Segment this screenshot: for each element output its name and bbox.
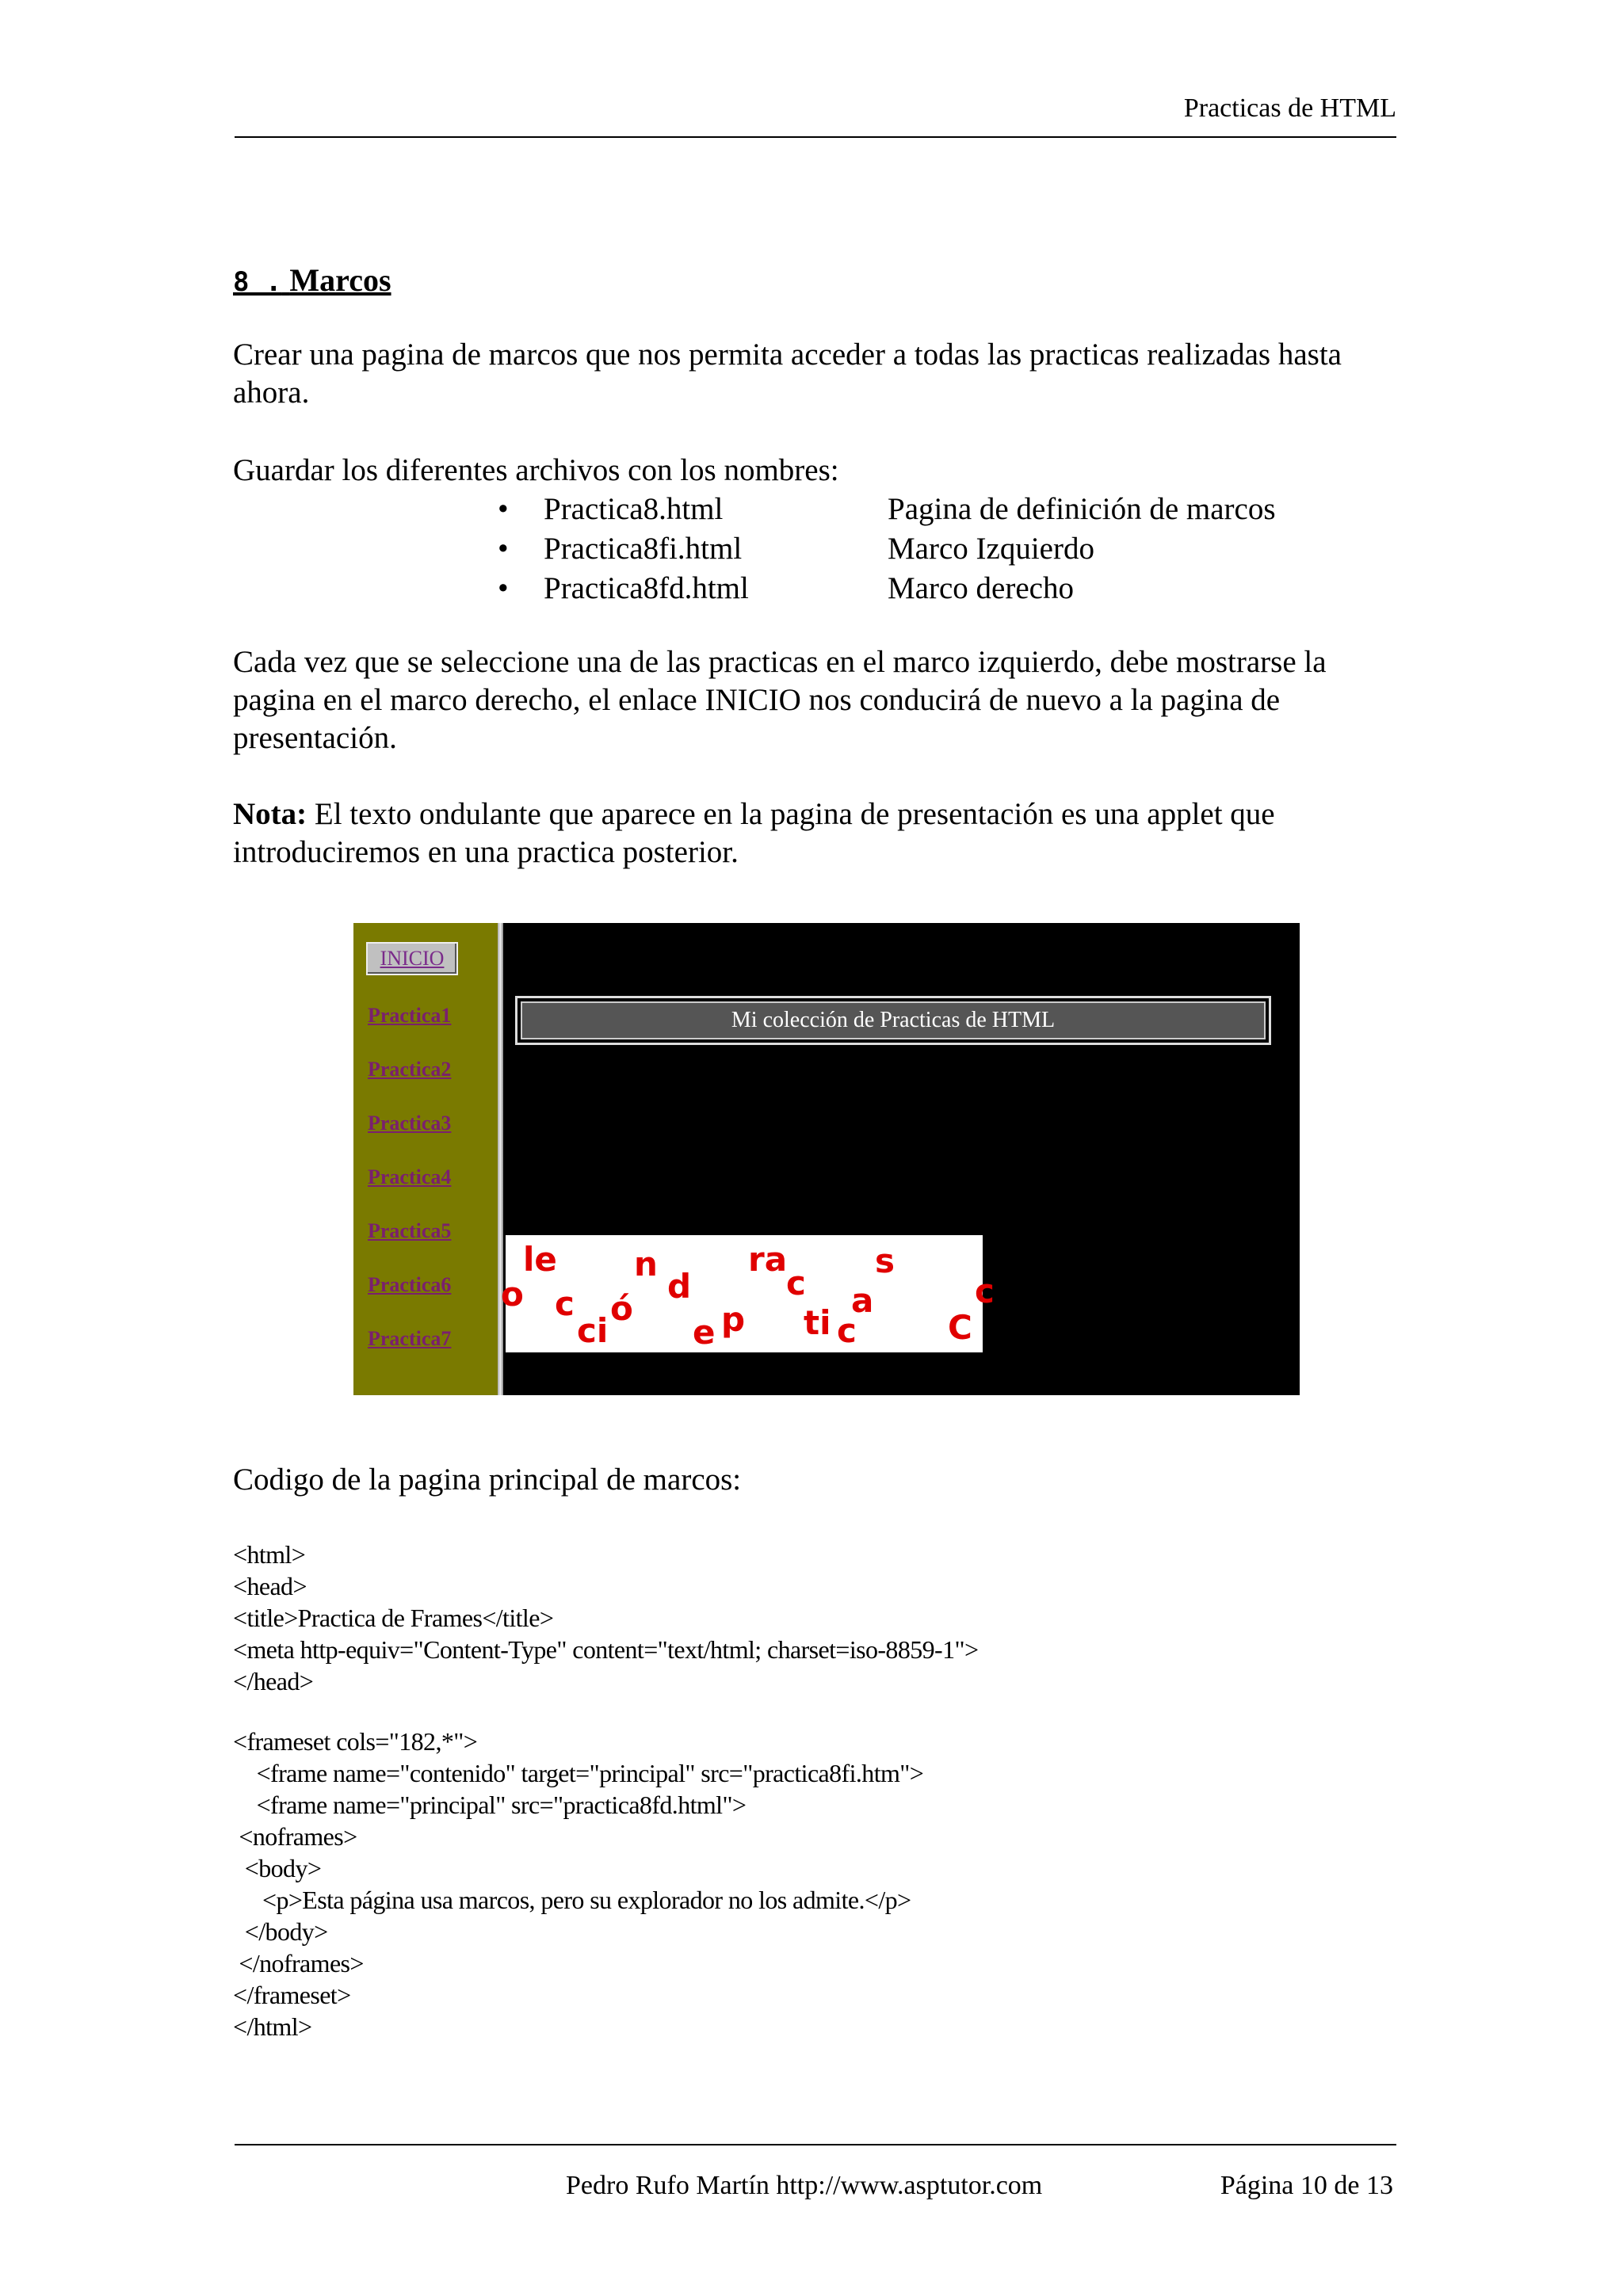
code-line: <frame name="contenido" target="principal" src="practica8fi.htm"> <box>233 1759 924 1787</box>
left-frame <box>353 923 498 1395</box>
file-name: Practica8fd.html <box>544 571 749 605</box>
wave-letter: c <box>555 1284 575 1323</box>
title-banner <box>515 996 1271 1045</box>
code-line: <title>Practica de Frames</title> <box>233 1604 554 1632</box>
practica-link[interactable]: Practica5 <box>368 1219 452 1242</box>
bullet: • <box>498 532 509 566</box>
wave-letter: d <box>667 1267 692 1306</box>
frame-divider <box>498 923 503 1395</box>
frames-screenshot <box>353 923 1300 1395</box>
file-desc: Marco Izquierdo <box>888 532 1094 566</box>
wave-letter: ci <box>577 1311 609 1350</box>
practica-link[interactable]: Practica7 <box>368 1327 452 1350</box>
intro-paragraph: Crear una pagina de marcos que nos permita acceder a todas las practicas realizadas hasta ahora. <box>233 338 1342 410</box>
code-line: </head> <box>233 1667 314 1695</box>
wave-letter: c <box>837 1311 857 1350</box>
wave-letter: c <box>975 1272 995 1310</box>
section-title-text: Marcos <box>289 262 391 298</box>
code-line: <body> <box>233 1854 322 1882</box>
code-line: <meta http-equiv="Content-Type" content="text/html; charset=iso-8859-1"> <box>233 1635 979 1664</box>
code-line: <html> <box>233 1540 306 1569</box>
code-heading: Codigo de la pagina principal de marcos: <box>233 1463 742 1497</box>
code-line: <p>Esta página usa marcos, pero su explorador no los admite.</p> <box>233 1886 911 1914</box>
code-line: <frameset cols="182,*"> <box>233 1727 478 1756</box>
note-label: Nota: <box>233 797 307 831</box>
practica-link[interactable]: Practica4 <box>368 1165 452 1188</box>
file-desc: Marco derecho <box>888 571 1074 605</box>
practica-link[interactable]: Practica2 <box>368 1058 452 1081</box>
file-desc: Pagina de definición de marcos <box>888 492 1276 526</box>
note-text: El texto ondulante que aparece en la pagina de presentación es una applet que introduciremos en una practica posterior. <box>233 797 1275 869</box>
note-paragraph <box>233 795 1406 871</box>
running-header: Practicas de HTML <box>1183 93 1396 123</box>
wave-letter: ó <box>610 1289 633 1328</box>
wave-letter: a <box>851 1281 874 1320</box>
files-intro: Guardar los diferentes archivos con los nombres: <box>233 453 839 487</box>
footer-rule <box>235 2144 1396 2145</box>
wave-letter: c <box>786 1264 806 1302</box>
footer-author: Pedro Rufo Martín http://www.asptutor.com <box>566 2171 1043 2200</box>
wave-letter: C <box>948 1308 972 1347</box>
wave-letter: le <box>523 1240 557 1279</box>
code-line: </html> <box>233 2012 312 2041</box>
practica-link[interactable]: Practica3 <box>368 1112 452 1135</box>
wave-text-applet <box>501 1235 995 1352</box>
section-title <box>233 261 391 299</box>
wave-letter: s <box>875 1241 895 1280</box>
wave-letter: n <box>634 1245 658 1283</box>
file-name: Practica8.html <box>544 492 724 526</box>
code-line: </frameset> <box>233 1981 351 2009</box>
wave-letter: p <box>721 1300 746 1339</box>
code-line: <frame name="principal" src="practica8fd.html"> <box>233 1791 747 1819</box>
title-banner-text: Mi colección de Practicas de HTML <box>731 1008 1056 1032</box>
wave-letter: ti <box>804 1303 831 1342</box>
bullet: • <box>498 571 509 605</box>
wave-letter: e <box>693 1313 716 1352</box>
wave-letter: ra <box>748 1240 788 1279</box>
section-number: 8 . <box>233 266 282 298</box>
wave-letter: o <box>501 1275 524 1314</box>
practica-link[interactable]: Practica6 <box>368 1273 452 1296</box>
footer-page-number: Página 10 de 13 <box>1220 2171 1393 2200</box>
practica-link[interactable]: Practica1 <box>368 1004 452 1027</box>
bullet: • <box>498 492 509 526</box>
code-line: <noframes> <box>233 1822 357 1851</box>
header-rule <box>235 136 1396 138</box>
file-name: Practica8fi.html <box>544 532 743 566</box>
description-paragraph: Cada vez que se seleccione una de las practicas en el marco izquierdo, debe mostrarse la pagina en el marco derecho, el enlace INICIO nos conducirá de nuevo a la pagina de presentación. <box>233 645 1327 755</box>
code-line: <head> <box>233 1572 307 1600</box>
code-line: </noframes> <box>233 1949 364 1978</box>
code-line: </body> <box>233 1917 328 1946</box>
inicio-button[interactable]: INICIO <box>366 942 458 975</box>
